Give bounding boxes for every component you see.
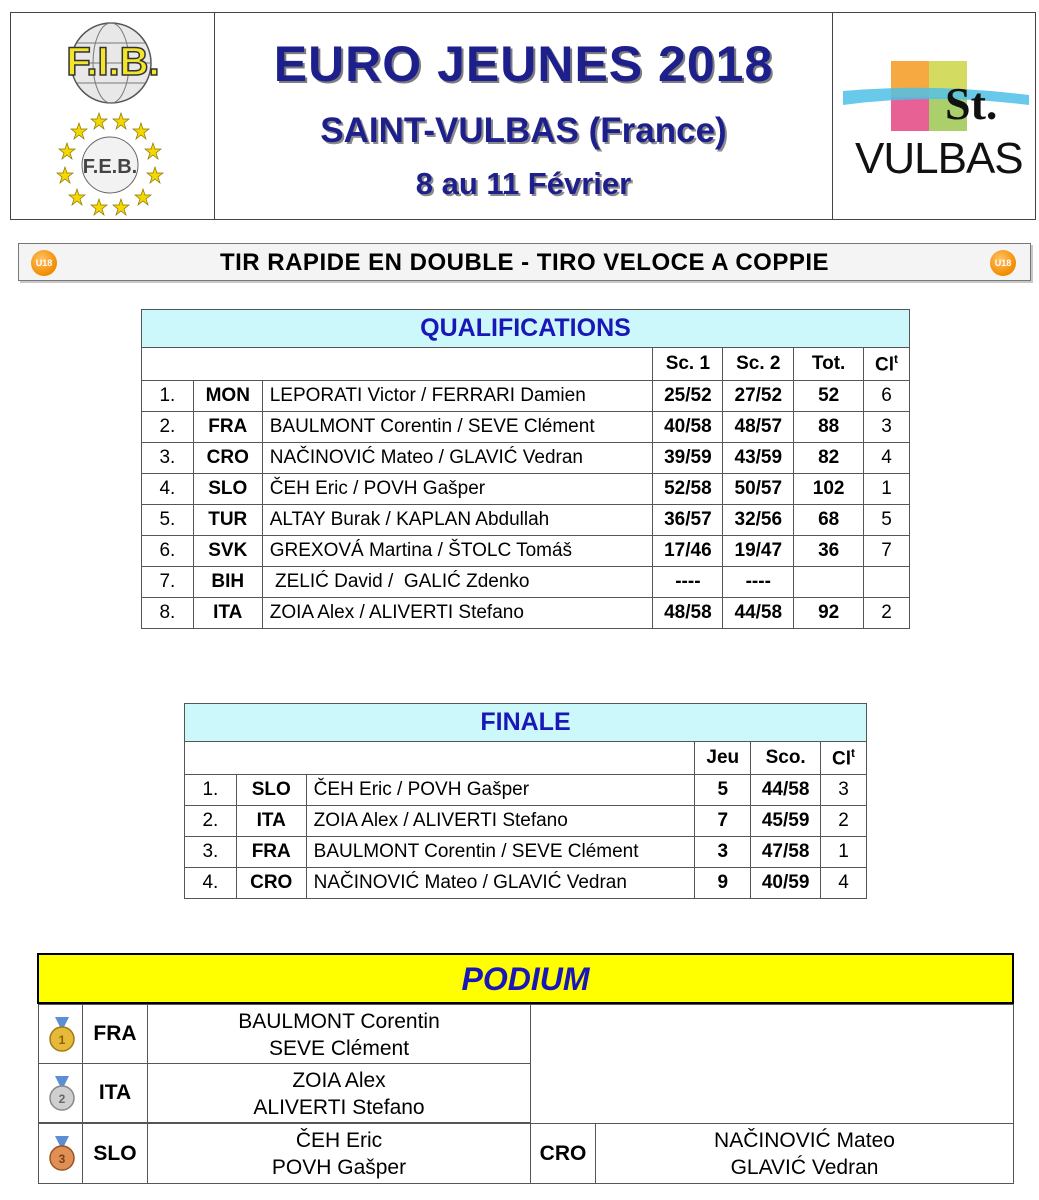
col-jeu: Jeu	[695, 742, 751, 775]
rank-class-cell: 1	[821, 837, 867, 868]
country-cell: ITA	[236, 806, 306, 837]
col-cl: Cl$^t$	[821, 742, 867, 775]
country-cell: MON	[193, 381, 262, 412]
svg-text:St.: St.	[945, 78, 998, 129]
rank-class-cell: 3	[821, 775, 867, 806]
table-row	[185, 868, 867, 899]
col-sc1: Sc. 1	[653, 348, 723, 381]
gold-medal-icon	[48, 1017, 76, 1053]
rank-cell: 8.	[142, 598, 194, 629]
qualifications-header-row	[142, 348, 910, 381]
svg-text:F.I.B.: F.I.B.	[66, 40, 160, 84]
qualifications-title: QUALIFICATIONS	[142, 310, 910, 348]
rank-cell: 2.	[142, 412, 194, 443]
rank-cell: 4.	[142, 474, 194, 505]
score1-cell: 17/46	[653, 536, 723, 567]
names-cell: ČEH Eric / POVH Gašper	[306, 775, 695, 806]
finale-table	[184, 703, 867, 899]
rank-cell: 1.	[185, 775, 237, 806]
finale-body	[185, 775, 867, 899]
header-title-block	[215, 13, 833, 219]
country-cell: FRA	[193, 412, 262, 443]
total-cell: 52	[794, 381, 864, 412]
score1-cell: 40/58	[653, 412, 723, 443]
table-row	[142, 505, 910, 536]
qualifications-table	[141, 309, 910, 629]
event-banner	[18, 243, 1031, 281]
u18-badge-icon: U18	[990, 250, 1016, 276]
medal-cell-gold	[38, 1004, 83, 1064]
rank-cell: 6.	[142, 536, 194, 567]
score1-cell: 25/52	[653, 381, 723, 412]
games-cell: 7	[695, 806, 751, 837]
names-cell: NAČINOVIĆ Mateo / GLAVIĆ Vedran	[262, 443, 653, 474]
podium-names: NAČINOVIĆ Mateo GLAVIĆ Vedran	[595, 1123, 1014, 1184]
names-cell: LEPORATI Victor / FERRARI Damien	[262, 381, 653, 412]
country-cell: CRO	[236, 868, 306, 899]
score2-cell: 27/52	[723, 381, 794, 412]
rank-cell: 3.	[185, 837, 237, 868]
podium-names: ČEH Eric POVH Gašper	[147, 1123, 531, 1184]
table-row	[185, 775, 867, 806]
total-cell: 68	[794, 505, 864, 536]
podium-country: SLO	[82, 1123, 148, 1184]
rank-cell: 2.	[185, 806, 237, 837]
score2-cell: ----	[723, 567, 794, 598]
col-sc2: Sc. 2	[723, 348, 794, 381]
rank-cell: 7.	[142, 567, 194, 598]
score-cell: 40/59	[751, 868, 821, 899]
qualifications-body	[142, 381, 910, 629]
score2-cell: 43/59	[723, 443, 794, 474]
country-cell: ITA	[193, 598, 262, 629]
podium-country: ITA	[82, 1063, 148, 1123]
podium-title-bar	[37, 953, 1014, 1004]
svg-text:1: 1	[58, 1033, 66, 1047]
total-cell	[794, 567, 864, 598]
names-cell: ZELIĆ David / GALIĆ Zdenko	[262, 567, 653, 598]
score-cell: 45/59	[751, 806, 821, 837]
names-cell: BAULMONT Corentin / SEVE Clément	[262, 412, 653, 443]
rank-class-cell: 4	[864, 443, 910, 474]
rank-class-cell: 2	[864, 598, 910, 629]
rank-cell: 5.	[142, 505, 194, 536]
score1-cell: 52/58	[653, 474, 723, 505]
u18-badge-icon: U18	[31, 250, 57, 276]
table-row	[142, 443, 910, 474]
silver-medal-icon	[48, 1076, 76, 1112]
event-banner-title: TIR RAPIDE EN DOUBLE - TIRO VELOCE A COPPIE	[219, 249, 830, 276]
names-cell: NAČINOVIĆ Mateo / GLAVIĆ Vedran	[306, 868, 695, 899]
finale-title: FINALE	[185, 704, 867, 742]
score1-cell: 48/58	[653, 598, 723, 629]
games-cell: 5	[695, 775, 751, 806]
rank-class-cell: 2	[821, 806, 867, 837]
bronze-medal-icon	[48, 1136, 76, 1172]
country-cell: SVK	[193, 536, 262, 567]
names-cell: ALTAY Burak / KAPLAN Abdullah	[262, 505, 653, 536]
country-cell: FRA	[236, 837, 306, 868]
country-cell: TUR	[193, 505, 262, 536]
rank-cell: 4.	[185, 868, 237, 899]
rank-class-cell: 4	[821, 868, 867, 899]
table-row	[142, 381, 910, 412]
country-cell: BIH	[193, 567, 262, 598]
games-cell: 3	[695, 837, 751, 868]
table-row	[185, 806, 867, 837]
games-cell: 9	[695, 868, 751, 899]
total-cell: 92	[794, 598, 864, 629]
score-cell: 47/58	[751, 837, 821, 868]
rank-class-cell	[864, 567, 910, 598]
table-row	[185, 837, 867, 868]
podium-names: ZOIA Alex ALIVERTI Stefano	[147, 1063, 531, 1123]
svg-text:VULBAS: VULBAS	[855, 134, 1023, 183]
total-cell: 82	[794, 443, 864, 474]
podium-country: FRA	[82, 1004, 148, 1064]
event-title: EURO JEUNES 2018	[273, 36, 774, 92]
score1-cell: 39/59	[653, 443, 723, 474]
rank-cell: 3.	[142, 443, 194, 474]
medal-cell-silver	[38, 1063, 83, 1123]
total-cell: 102	[794, 474, 864, 505]
table-row	[142, 536, 910, 567]
names-cell: ČEH Eric / POVH Gašper	[262, 474, 653, 505]
table-row	[142, 412, 910, 443]
names-cell: ZOIA Alex / ALIVERTI Stefano	[262, 598, 653, 629]
medal-cell-bronze	[38, 1123, 83, 1184]
col-cl: Cl$^t$	[864, 348, 910, 381]
names-cell: GREXOVÁ Martina / ŠTOLC Tomáš	[262, 536, 653, 567]
svg-text:3: 3	[58, 1152, 66, 1166]
table-row	[142, 474, 910, 505]
rank-cell: 1.	[142, 381, 194, 412]
rank-class-cell: 3	[864, 412, 910, 443]
rank-class-cell: 7	[864, 536, 910, 567]
header-logo-right	[833, 13, 1035, 219]
names-cell: BAULMONT Corentin / SEVE Clément	[306, 837, 695, 868]
podium-names: BAULMONT Corentin SEVE Clément	[147, 1004, 531, 1064]
col-sco: Sco.	[751, 742, 821, 775]
score2-cell: 32/56	[723, 505, 794, 536]
score1-cell: ----	[653, 567, 723, 598]
podium-empty-area	[530, 1004, 1014, 1124]
country-cell: SLO	[193, 474, 262, 505]
event-location: SAINT-VULBAS (France)	[320, 111, 727, 150]
header	[10, 12, 1036, 220]
score2-cell: 44/58	[723, 598, 794, 629]
country-cell: SLO	[236, 775, 306, 806]
podium-title: PODIUM	[461, 961, 590, 997]
rank-class-cell: 5	[864, 505, 910, 536]
col-tot: Tot.	[794, 348, 864, 381]
fib-feb-logo	[11, 13, 215, 221]
total-cell: 36	[794, 536, 864, 567]
rank-class-cell: 6	[864, 381, 910, 412]
st-vulbas-logo	[833, 13, 1035, 221]
country-cell: CRO	[193, 443, 262, 474]
score2-cell: 48/57	[723, 412, 794, 443]
event-dates: 8 au 11 Février	[415, 166, 632, 201]
table-row	[142, 567, 910, 598]
score2-cell: 19/47	[723, 536, 794, 567]
names-cell: ZOIA Alex / ALIVERTI Stefano	[306, 806, 695, 837]
table-row	[142, 598, 910, 629]
score-cell: 44/58	[751, 775, 821, 806]
header-logos-left	[11, 13, 215, 219]
svg-text:F.E.B.: F.E.B.	[82, 156, 138, 178]
rank-class-cell: 1	[864, 474, 910, 505]
finale-header-row	[185, 742, 867, 775]
score1-cell: 36/57	[653, 505, 723, 536]
svg-text:2: 2	[58, 1092, 66, 1106]
podium-country: CRO	[530, 1123, 596, 1184]
score2-cell: 50/57	[723, 474, 794, 505]
total-cell: 88	[794, 412, 864, 443]
